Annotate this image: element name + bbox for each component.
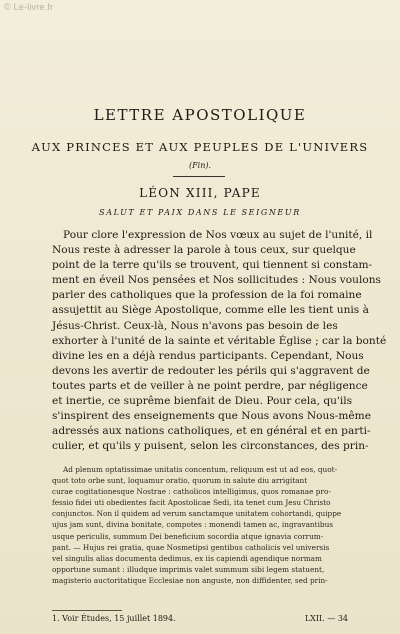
french-body — [52, 228, 387, 454]
latin-line: magisterio auctoritatique Ecclesiae non anguste, non diffidenter, sed prin- — [52, 575, 328, 585]
page-signature: LXII. — 34 — [304, 614, 348, 623]
latin-line: fessio fidei uti obedientes facit Apostolicae Sedi, ita tenet cum Jesu Christo — [52, 498, 331, 508]
latin-line: opportune sumant : illudque imprimis valet summum sibi legem statuent, — [52, 564, 325, 574]
body-line: adressés aux nations catholiques, et en général et en parti- — [52, 425, 371, 438]
latin-line: quot toto orbe sunt, loquamur oratio, quorum in salute diu arrigitant — [52, 476, 308, 486]
latin-line: Ad plenum optatissimae unitatis concentum, reliquum est ut ad eos, quot- — [63, 465, 338, 474]
author-heading: LÉON XIII, PAPE — [139, 186, 261, 200]
body-line: s'inspirent des enseignements que Nous avons Nous-même — [52, 410, 371, 423]
body-line: culier, et qu'ils y puisent, selon les circonstances, des prin- — [52, 440, 369, 453]
continuation-note: (Fin). — [188, 161, 212, 170]
body-line: toutes parts et de veiller à ne point perdre, par négligence — [52, 379, 368, 392]
body-line: Jésus-Christ. Ceux-là, Nous n'avons pas besoin de les — [52, 319, 338, 332]
latin-line: curae cogitationesque Nostrae : catholicos intelligimus, quos romanae pro- — [52, 487, 331, 497]
body-line: ment en éveil Nos pensées et Nos sollicitudes : Nous voulons — [52, 274, 381, 287]
body-line: Pour clore l'expression de Nos vœux au sujet de l'unité, il — [63, 229, 373, 241]
body-line: divine les en a déjà rendus participants. Cependant, Nous — [52, 349, 364, 362]
latin-line: conjunctos. Non il quidem ad verum sanctamque unitatem cohortandi, quippe — [52, 509, 342, 519]
document-subtitle: AUX PRINCES ET AUX PEUPLES DE L'UNIVERS — [31, 140, 369, 154]
body-line: devons les avertir de redouter les périls qui s'aggravent de — [52, 364, 370, 377]
body-line: exhorter à l'unité de la sainte et véritable Église ; car la bonté — [52, 334, 387, 347]
salutation: SALUT ET PAIX DANS LE SEIGNEUR — [99, 208, 301, 217]
latin-body — [52, 464, 350, 586]
body-line: et inertie, ce suprême bienfait de Dieu. Pour cela, qu'ils — [52, 395, 353, 408]
body-line: parler des catholiques que la profession de la foi romaine — [52, 289, 362, 302]
body-line: point de la terre qu'ils se trouvent, qui tiennent si constam- — [52, 259, 373, 272]
body-line: assujettit au Siège Apostolique, comme elle les tient unis à — [52, 304, 369, 317]
latin-line: ujus jam sunt, divina bonitate, compotes : monendi tamen ac, ingravantibus — [52, 520, 334, 530]
document-title: LETTRE APOSTOLIQUE — [93, 106, 307, 124]
footnote: 1. Voir Études, 15 juillet 1894. — [52, 614, 176, 623]
body-line: Nous reste à adresser la parole à tous ceux, sur quelque — [52, 244, 356, 257]
latin-line: pant. — Hujus rei gratia, quae Nosmetipsi gentibus catholicis vel universis — [52, 542, 330, 552]
section-divider — [173, 176, 225, 177]
latin-line: vel singulis alias documenta dedimus, ex iis capiendi agendique normam — [52, 553, 322, 563]
watermark: © Le-livre.fr — [4, 2, 54, 12]
footnote-divider — [52, 610, 122, 611]
latin-line: usque periculis, summum Dei beneficium socordia atque ignavia corrum- — [52, 531, 324, 541]
